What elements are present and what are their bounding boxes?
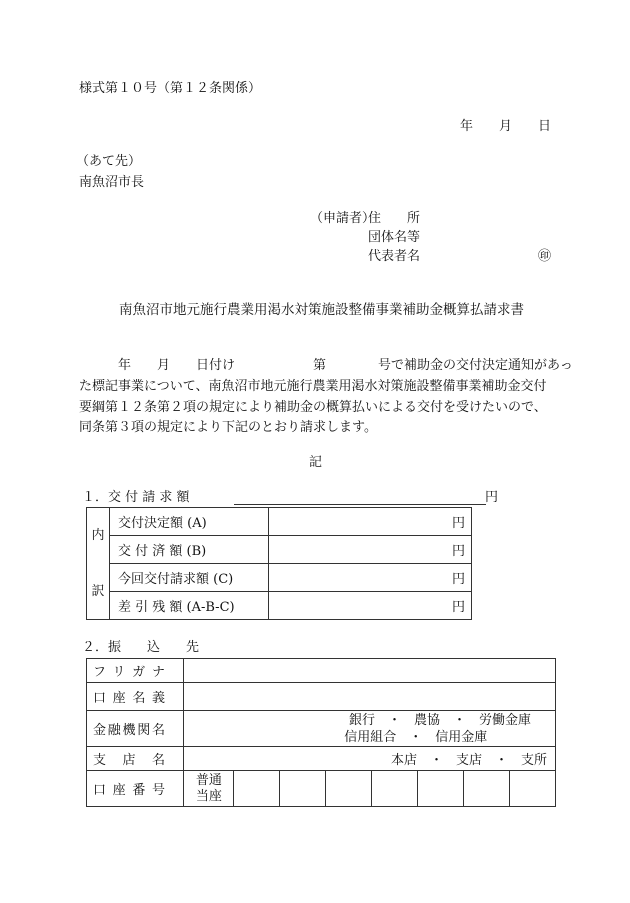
- body-line-3: 要綱第１２条第２項の規定により補助金の概算払いによる交付を受けたいので、: [79, 400, 547, 415]
- table-row: [87, 508, 472, 536]
- account-digit-box[interactable]: [280, 771, 326, 807]
- yen-unit: 円: [451, 600, 465, 615]
- yen-unit: 円: [451, 516, 465, 531]
- table-row: [87, 683, 556, 711]
- addressee-name: 南魚沼市長: [79, 175, 145, 190]
- account-digit-box[interactable]: [464, 771, 510, 807]
- body-line-4: 同条第３項の規定により下記のとおり請求します。: [79, 420, 377, 435]
- transfer-table: [86, 658, 556, 807]
- request-amount-line: [234, 503, 486, 505]
- body-line-2: た標記事業について、南魚沼市地元施行農業用渇水対策施設整備事業補助金交付: [79, 379, 547, 394]
- account-number-label: 口座番号: [87, 771, 184, 807]
- table-row: [87, 592, 472, 620]
- table-row: [87, 711, 556, 747]
- account-name-field[interactable]: [184, 683, 556, 711]
- account-type-current: 当座: [195, 788, 222, 804]
- furigana-field[interactable]: [184, 659, 556, 683]
- yen-unit: 円: [451, 572, 465, 587]
- seal-mark: ㊞: [538, 249, 552, 264]
- table-row: [87, 564, 472, 592]
- remaining-amount-field[interactable]: [269, 592, 472, 620]
- paid-amount-field[interactable]: [269, 536, 472, 564]
- account-type-ordinary: 普通: [195, 772, 222, 788]
- branch-options: 本店 ・ 支店 ・ 支所: [390, 753, 547, 768]
- applicant-rep-label: 代表者名: [368, 249, 421, 264]
- applicant-label: （申請者）: [310, 211, 376, 226]
- account-digit-box[interactable]: [510, 771, 556, 807]
- account-name-label: 口座名義: [87, 683, 184, 711]
- applicant-org-label: 団体名等: [368, 230, 421, 245]
- account-digit-box[interactable]: [372, 771, 418, 807]
- ki-heading: 記: [309, 455, 323, 470]
- furigana-label: フリガナ: [87, 659, 184, 683]
- institution-field[interactable]: [184, 711, 556, 747]
- request-amount-unit: 円: [485, 490, 499, 505]
- account-digit-box[interactable]: [418, 771, 464, 807]
- breakdown-label: 内 訳: [87, 508, 110, 620]
- institution-options-1: 銀行 ・ 農協 ・ 労働金庫: [348, 712, 531, 728]
- table-row: [87, 536, 472, 564]
- breakdown-table: [86, 507, 472, 620]
- branch-field[interactable]: [184, 747, 556, 771]
- institution-options-2: 信用組合 ・ 信用金庫: [344, 729, 488, 745]
- institution-label: 金融機関名: [87, 711, 184, 747]
- document-title: 南魚沼市地元施行農業用渇水対策施設整備事業補助金概算払請求書: [119, 302, 524, 318]
- decision-amount-label: 交付決定額 (A): [110, 508, 269, 536]
- applicant-address-label: 住 所: [368, 211, 421, 226]
- paid-amount-label: 交 付 済 額 (B): [110, 536, 269, 564]
- date-line: 年 月 日: [460, 119, 552, 134]
- account-digit-box[interactable]: [234, 771, 280, 807]
- section1-label: １．交 付 請 求 額: [82, 490, 190, 505]
- section2-label: ２．振 込 先: [82, 640, 200, 655]
- addressee-label: （あて先）: [76, 154, 142, 169]
- account-type-field[interactable]: [184, 771, 234, 807]
- table-row: [87, 747, 556, 771]
- table-row: [87, 771, 556, 807]
- decision-amount-field[interactable]: [269, 508, 472, 536]
- branch-label: 支店名: [87, 747, 184, 771]
- current-request-field[interactable]: [269, 564, 472, 592]
- form-number: 様式第１０号（第１２条関係）: [79, 81, 262, 96]
- remaining-amount-label: 差 引 残 額 (A-B-C): [110, 592, 269, 620]
- current-request-label: 今回交付請求額 (C): [110, 564, 269, 592]
- yen-unit: 円: [451, 544, 465, 559]
- table-row: [87, 659, 556, 683]
- body-line-1: 年 月 日付け 第 号で補助金の交付決定通知があっ: [79, 358, 573, 373]
- account-digit-box[interactable]: [326, 771, 372, 807]
